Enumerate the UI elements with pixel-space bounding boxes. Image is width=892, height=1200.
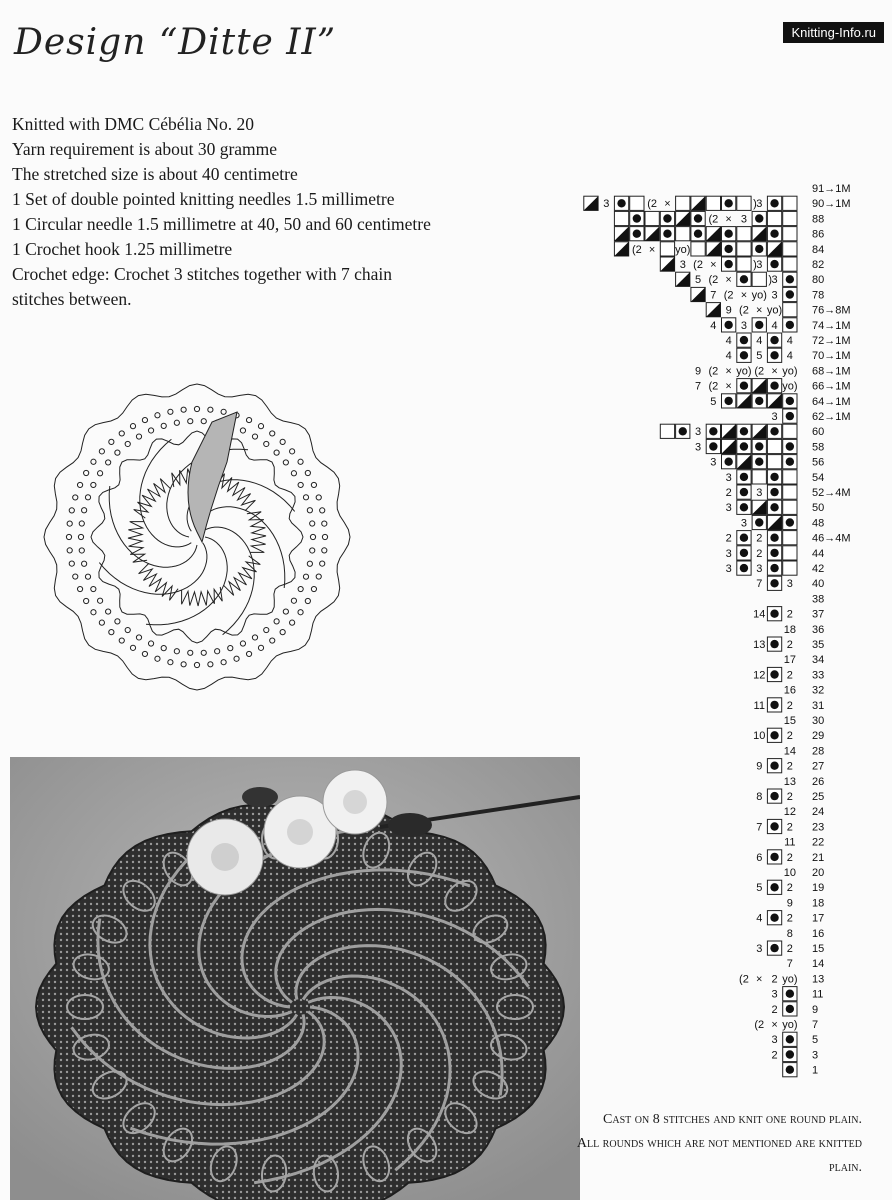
chart-cell-text: 18 <box>783 623 796 636</box>
chart-row-label: 29 <box>812 730 825 743</box>
chart-row-label: 66→1M <box>812 380 851 393</box>
chart-row-label: 82 <box>812 259 825 271</box>
chart-cell-text: yo) <box>782 365 798 378</box>
chart-cell-text: 3 <box>740 517 748 530</box>
chart-row-label: 21 <box>812 851 825 864</box>
materials-line: Crochet edge: Crochet 3 stitches together with 7 chain stitches between. <box>12 264 393 309</box>
yarn-over-symbol <box>786 290 794 298</box>
chart-cell-text: 14 <box>783 745 796 758</box>
chart-cell-text: 7 <box>710 289 717 302</box>
chart-row-label: 91→1M <box>812 183 851 195</box>
materials-line: 1 Circular needle 1.5 millimetre at 40, 50 and 60 centimetre <box>12 214 431 234</box>
yarn-over-symbol <box>770 792 778 800</box>
yarn-over-symbol <box>755 518 763 526</box>
chart-cell-text: × <box>740 289 748 302</box>
chart-cell-text: 3 <box>756 259 763 271</box>
chart-cell-text: 3 <box>756 943 763 955</box>
yarn-over-symbol <box>770 382 778 390</box>
chart-row-label: 11 <box>812 988 824 1001</box>
chart-row-label: 31 <box>812 699 825 712</box>
chart-cell <box>783 531 797 545</box>
chart-cell-text: 2 <box>771 1003 778 1016</box>
yarn-over-symbol <box>740 503 748 511</box>
chart-cell-text: 3 <box>771 988 778 1001</box>
yarn-over-symbol <box>740 534 748 542</box>
chart-cell-text: 2 <box>786 669 793 682</box>
yarn-over-symbol <box>740 549 748 557</box>
chart-cell-text: 2 <box>786 943 793 955</box>
chart-row-label: 35 <box>812 639 825 651</box>
chart-cell-text: 5 <box>756 882 763 895</box>
chart-row-label: 7 <box>812 1019 819 1031</box>
materials-line: The stretched size is about 40 centimetre <box>12 164 298 184</box>
chart-cell-text: 16 <box>783 684 796 697</box>
chart-row-label: 70→1M <box>812 350 851 363</box>
chart-cell-text: 3 <box>694 441 702 454</box>
yarn-over-symbol <box>770 944 778 952</box>
yarn-over-symbol <box>770 503 778 511</box>
chart-row-label: 86 <box>812 228 825 241</box>
yarn-over-symbol <box>770 883 778 891</box>
yarn-over-symbol <box>786 1005 794 1013</box>
chart-cell-text: 3 <box>725 563 732 575</box>
chart-row-label: 23 <box>812 821 825 834</box>
chart-cell-text: 3 <box>694 426 702 439</box>
chart-cell <box>645 211 659 225</box>
yarn-over-symbol <box>770 670 778 678</box>
chart-row-label: 34 <box>812 654 825 667</box>
chart-row-label: 74→1M <box>812 319 851 332</box>
chart-cell-text: 4 <box>771 319 778 332</box>
chart-row-label: 84 <box>812 243 825 256</box>
chart-cell-text: 6 <box>756 851 763 864</box>
yarn-over-symbol <box>770 549 778 557</box>
chart-row-label: 62→1M <box>812 411 851 423</box>
chart-cell <box>614 211 628 225</box>
chart-row-label: 38 <box>812 593 825 606</box>
chart-cell-text: 8 <box>756 791 763 803</box>
watermark-badge: Knitting-Info.ru <box>783 22 884 43</box>
yarn-over-symbol <box>740 427 748 435</box>
yarn-over-symbol <box>786 458 794 466</box>
chart-cell-text: 14 <box>753 608 766 621</box>
chart-cell-text: (2 <box>754 365 765 378</box>
chart-cell-text: 3 <box>756 198 763 211</box>
cast-on-note-line: Cast on 8 stitches and knit one round plain. <box>603 1112 862 1127</box>
chart-cell-text: 9 <box>694 365 702 378</box>
chart-cell-text: 17 <box>783 654 796 667</box>
chart-row-label: 76→8M <box>812 304 851 317</box>
chart-cell-text: 2 <box>725 487 732 499</box>
chart-cell-text: yo) <box>675 243 691 256</box>
chart-cell-text: 4 <box>725 335 732 347</box>
yarn-over-symbol <box>786 442 794 450</box>
chart-cell <box>737 196 751 210</box>
chart-row-label: 46→4M <box>812 532 851 545</box>
chart-cell-text: 2 <box>786 882 793 895</box>
chart-cell-text: 3 <box>710 456 717 469</box>
chart-cell-text: 13 <box>753 639 766 651</box>
yarn-over-symbol <box>740 442 748 450</box>
chart-cell-text: yo) <box>751 289 767 302</box>
chart-cell-text: 7 <box>694 380 702 393</box>
chart-cell <box>783 196 797 210</box>
yarn-over-symbol <box>740 336 748 344</box>
chart-cell-text: yo) <box>782 380 798 393</box>
chart-row-label: 15 <box>812 943 825 955</box>
chart-cell <box>783 485 797 499</box>
chart-cell <box>767 211 781 225</box>
chart-cell <box>783 227 797 241</box>
chart-row-label: 30 <box>812 715 825 727</box>
yarn-over-symbol <box>770 260 778 268</box>
chart-cell <box>783 242 797 256</box>
chart-cell-text: × <box>710 259 717 271</box>
chart-cell-text: × <box>725 365 732 378</box>
chart-cell <box>676 196 690 210</box>
chart-cell-text: (2 <box>739 973 749 986</box>
yarn-over-symbol <box>740 275 748 283</box>
materials-line: Yarn requirement is about 30 gramme <box>12 139 278 159</box>
chart-cell <box>737 257 751 271</box>
yarn-over-symbol <box>786 397 794 405</box>
chart-cell-text: (2 <box>631 243 642 256</box>
chart-cell-text: 7 <box>786 958 793 971</box>
yarn-over-symbol <box>694 230 702 238</box>
chart-row-label: 54 <box>812 471 825 484</box>
chart-cell-text: 10 <box>753 730 766 743</box>
chart-row-label: 32 <box>812 684 825 697</box>
chart-cell <box>783 500 797 514</box>
chart-row-label: 27 <box>812 760 825 773</box>
chart-cell-text: 9 <box>786 897 793 910</box>
chart-cell-text: 12 <box>753 669 766 682</box>
chart-cell <box>691 242 705 256</box>
chart-row-label: 22 <box>812 836 825 849</box>
chart-cell <box>660 424 674 438</box>
chart-row-label: 19 <box>812 882 825 895</box>
yarn-over-symbol <box>740 473 748 481</box>
yarn-over-symbol <box>786 1066 794 1074</box>
chart-row-label: 9 <box>812 1003 819 1016</box>
chart-cell-text: 4 <box>786 350 793 363</box>
chart-cell-text: 2 <box>786 912 793 925</box>
chart-cell-text: 4 <box>710 319 717 332</box>
chart-row-label: 50 <box>812 502 825 515</box>
chart-cell <box>737 242 751 256</box>
chart-cell-text: 2 <box>786 851 793 864</box>
chart-cell <box>767 455 781 469</box>
chart-row-label: 13 <box>812 973 825 986</box>
yarn-over-symbol <box>770 427 778 435</box>
chart-cell-text: 11 <box>753 699 765 712</box>
chart-cell-text: 8 <box>786 927 793 940</box>
chart-cell-text: 3 <box>771 289 778 302</box>
chart-cell-text: 7 <box>756 821 763 834</box>
chart-cell-text: × <box>771 365 778 378</box>
yarn-over-symbol <box>770 579 778 587</box>
yarn-over-symbol <box>770 351 778 359</box>
chart-cell <box>783 546 797 560</box>
chart-row-label: 56 <box>812 456 825 469</box>
yarn-over-symbol <box>770 488 778 496</box>
chart-row-label: 18 <box>812 897 825 910</box>
chart-cell-text: × <box>725 274 732 287</box>
chart-row-label: 80 <box>812 274 825 287</box>
chart-cell-text: 3 <box>603 198 610 211</box>
chart-row-label: 25 <box>812 791 825 803</box>
yarn-over-symbol <box>755 442 763 450</box>
yarn-over-symbol <box>755 397 763 405</box>
chart-cell <box>783 424 797 438</box>
chart-cell-text: 3 <box>771 274 778 287</box>
chart-cell-text: 9 <box>725 304 732 317</box>
yarn-over-symbol <box>770 473 778 481</box>
chart-cell-text: yo) <box>782 1019 798 1031</box>
chart-cell <box>660 242 674 256</box>
chart-cell-text: 2 <box>786 730 793 743</box>
chart-cell-text: (2 <box>708 380 719 393</box>
yarn-over-symbol <box>724 230 732 238</box>
yarn-over-symbol <box>786 990 794 998</box>
yarn-over-symbol <box>770 853 778 861</box>
chart-row-label: 3 <box>812 1049 819 1062</box>
chart-row-label: 78 <box>812 289 825 302</box>
chart-cell-text: 2 <box>725 532 732 545</box>
chart-cell-text: 3 <box>740 213 748 226</box>
chart-row-label: 60 <box>812 426 825 439</box>
chart-row-label: 1 <box>812 1064 819 1077</box>
chart-cell-text: 4 <box>725 350 732 363</box>
yarn-over-symbol <box>770 640 778 648</box>
chart-cell <box>783 561 797 575</box>
chart-cell-text: 7 <box>756 578 763 591</box>
chart-cell-text: × <box>648 243 656 256</box>
chart-cell-text: × <box>664 198 671 211</box>
chart-row-label: 37 <box>812 608 825 621</box>
chart-row-label: 5 <box>812 1034 819 1047</box>
yarn-over-symbol <box>740 488 748 496</box>
chart-cell-text: 3 <box>756 563 763 575</box>
yarn-over-symbol <box>770 230 778 238</box>
chart-cell-text: 9 <box>756 760 763 773</box>
chart-cell <box>737 227 751 241</box>
chart-row-label: 52→4M <box>812 487 851 499</box>
chart-row-label: 42 <box>812 563 825 575</box>
chart-row-label: 44 <box>812 547 825 560</box>
chart-cell <box>767 439 781 453</box>
yarn-over-symbol <box>679 427 687 435</box>
chart-row-label: 17 <box>812 912 825 925</box>
yarn-over-symbol <box>770 822 778 830</box>
chart-row-label: 26 <box>812 775 825 788</box>
yarn-over-symbol <box>755 245 763 253</box>
chart-row-label: 28 <box>812 745 825 758</box>
chart-cell-text: (2 <box>708 365 719 378</box>
chart-cell-text: 10 <box>783 867 796 879</box>
yarn-over-symbol <box>694 214 702 222</box>
chart-cell-text: × <box>771 1019 778 1031</box>
chart-row-label: 36 <box>812 623 825 636</box>
chart-cell-text: × <box>756 304 763 317</box>
cast-on-note <box>552 1108 862 1180</box>
chart-cell-text: yo) <box>766 304 783 317</box>
cast-on-note-line: All rounds which are not mentioned are knitted plain. <box>576 1136 862 1175</box>
chart-cell-text: 2 <box>786 639 793 651</box>
chart-row-label: 88 <box>812 213 825 226</box>
yarn-over-symbol <box>724 458 732 466</box>
chart-cell-text: 3 <box>756 487 763 499</box>
chart-cell-text: 2 <box>786 699 793 712</box>
chart-row-label: 72→1M <box>812 335 851 347</box>
chart-cell-text: yo) <box>782 973 798 986</box>
chart-cell-text: 2 <box>786 791 793 803</box>
chart-cell-text: 3 <box>771 411 778 423</box>
chart-row-label: 64→1M <box>812 395 851 408</box>
chart-cell-text: 2 <box>771 973 778 986</box>
yarn-over-symbol <box>770 762 778 770</box>
chart-cell-text: 3 <box>679 259 686 271</box>
yarn-over-symbol <box>724 397 732 405</box>
yarn-over-symbol <box>709 427 717 435</box>
chart-cell-text: (2 <box>708 213 719 226</box>
yarn-over-symbol <box>786 275 794 283</box>
chart-cell-text: × <box>756 973 763 986</box>
chart-cell <box>783 211 797 225</box>
chart-cell-text: 4 <box>756 912 763 925</box>
chart-cell <box>783 470 797 484</box>
yarn-over-symbol <box>633 214 641 222</box>
chart-cell <box>706 196 720 210</box>
yarn-over-symbol <box>633 230 641 238</box>
yarn-over-symbol <box>724 199 732 207</box>
yarn-over-symbol <box>786 412 794 420</box>
chart-cell-text: 4 <box>786 335 793 347</box>
yarn-over-symbol <box>786 1035 794 1043</box>
materials-line: 1 Set of double pointed knitting needles 1.5 millimetre <box>12 189 395 209</box>
chart-cell-text: (2 <box>739 304 749 317</box>
chart-cell-text: 5 <box>710 395 717 408</box>
chart-cell-text: 11 <box>784 836 796 849</box>
chart-row-label: 48 <box>812 517 825 530</box>
chart-row-label: 14 <box>812 958 825 971</box>
chart-cell <box>752 470 766 484</box>
chart-cell-text: (2 <box>723 289 734 302</box>
yarn-over-symbol <box>770 199 778 207</box>
yarn-over-symbol <box>740 564 748 572</box>
yarn-over-symbol <box>770 564 778 572</box>
chart-cell-text: 2 <box>786 821 793 834</box>
chart-cell-text: 2 <box>786 760 793 773</box>
chart-cell-text: 3 <box>725 547 732 560</box>
yarn-over-symbol <box>709 442 717 450</box>
yarn-over-symbol <box>786 518 794 526</box>
chart-cell <box>752 272 766 286</box>
chart-cell-text: ) <box>768 274 773 287</box>
chart-cell-text: 2 <box>756 547 763 560</box>
materials-line: 1 Crochet hook 1.25 millimetre <box>12 239 233 259</box>
materials-line: Knitted with DMC Cébélia No. 20 <box>12 114 255 134</box>
yarn-over-symbol <box>770 701 778 709</box>
chart-row-label: 16 <box>812 927 825 940</box>
chart-cell-text: 2 <box>756 532 763 545</box>
chart-cell-text: (2 <box>647 198 658 211</box>
yarn-over-symbol <box>724 321 732 329</box>
yarn-over-symbol <box>617 199 625 207</box>
yarn-over-symbol <box>755 321 763 329</box>
chart-cell <box>783 303 797 317</box>
chart-row-label: 33 <box>812 669 825 682</box>
chart-cell <box>783 257 797 271</box>
chart-cell <box>630 196 644 210</box>
yarn-over-symbol <box>663 214 671 222</box>
chart-cell-text: yo) <box>736 365 752 378</box>
chart-cell-text: (2 <box>708 274 719 287</box>
chart-row-label: 68→1M <box>812 365 851 378</box>
chart-cell-text: 3 <box>786 578 793 591</box>
chart-row-label: 58 <box>812 441 825 454</box>
yarn-over-symbol <box>770 731 778 739</box>
chart-cell <box>676 227 690 241</box>
yarn-over-symbol <box>770 914 778 922</box>
chart-cell-text: 3 <box>771 1034 778 1047</box>
chart-cell-text: × <box>725 380 732 393</box>
yarn-over-symbol <box>724 260 732 268</box>
chart-cell-text: (2 <box>693 259 703 271</box>
yarn-over-symbol <box>740 382 748 390</box>
yarn-over-symbol <box>755 214 763 222</box>
chart-cell-text: 5 <box>694 274 702 287</box>
chart-cell-text: (2 <box>754 1019 765 1031</box>
yarn-over-symbol <box>770 336 778 344</box>
yarn-over-symbol <box>770 534 778 542</box>
chart-cell-text: 15 <box>783 715 796 727</box>
chart-cell-text: 3 <box>725 502 732 515</box>
yarn-over-symbol <box>786 1050 794 1058</box>
yarn-over-symbol <box>755 458 763 466</box>
chart-cell-text: 2 <box>786 608 793 621</box>
chart-cell-text: 2 <box>771 1049 778 1062</box>
chart-cell-text: 5 <box>756 350 763 363</box>
chart-row-label: 24 <box>812 806 825 819</box>
yarn-over-symbol <box>663 230 671 238</box>
chart-row-label: 90→1M <box>812 198 851 211</box>
chart-cell-text: ) <box>753 259 757 271</box>
chart-cell-text: ) <box>753 198 757 211</box>
chart-cell-text: 13 <box>783 775 796 788</box>
chart-row-label: 40 <box>812 578 825 591</box>
chart-cell-text: 3 <box>740 319 748 332</box>
yarn-over-symbol <box>786 321 794 329</box>
yarn-over-symbol <box>724 245 732 253</box>
chart-cell-text: 4 <box>756 335 763 347</box>
page-title: Design “Ditte II” <box>14 22 337 63</box>
chart-cell-text: × <box>725 213 732 226</box>
chart-cell-text: 12 <box>783 806 796 819</box>
chart-cell-text: 3 <box>725 471 732 484</box>
chart-row-label: 20 <box>812 867 825 879</box>
yarn-over-symbol <box>740 351 748 359</box>
yarn-over-symbol <box>770 610 778 618</box>
